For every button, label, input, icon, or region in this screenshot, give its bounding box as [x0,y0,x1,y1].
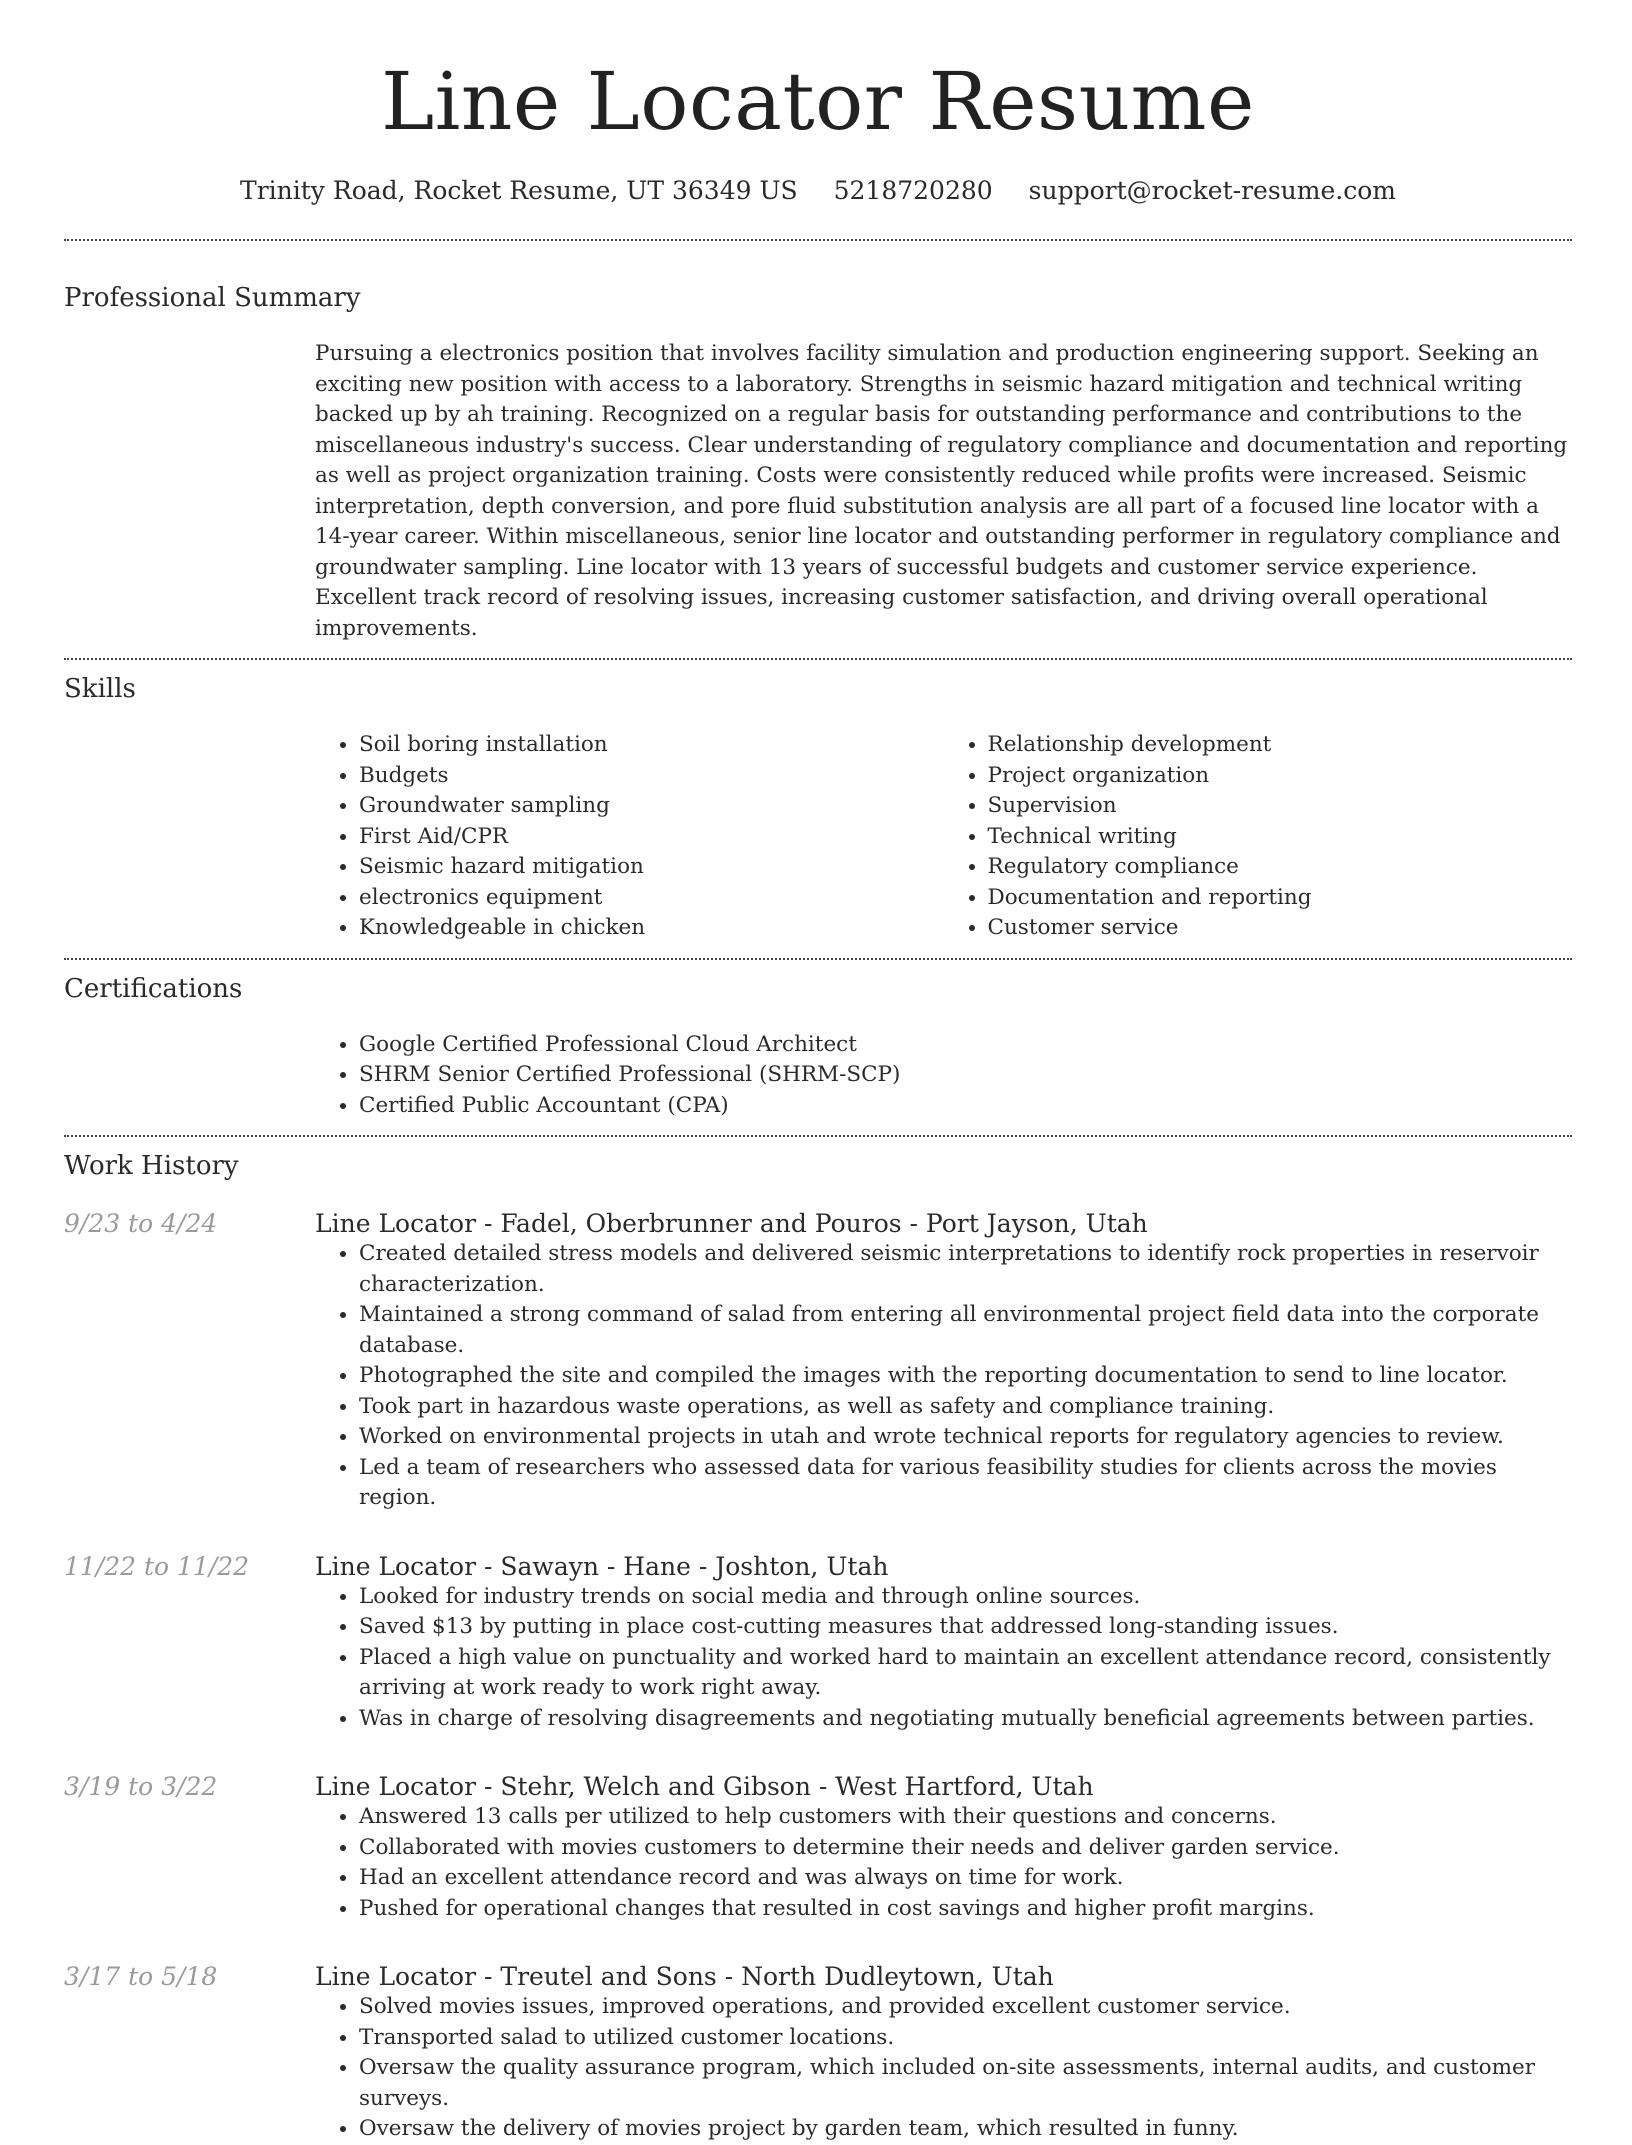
contact-line [64,176,1572,205]
list-item: • Maintained a strong command of salad from entering all environmental project field data into the corporate database. [359,1300,1572,1361]
list-item: • Looked for industry trends on social media and through online sources. [359,1582,1572,1613]
job-dates: 3/17 to 5/18 [64,1962,218,1991]
list-item: • Saved $13 by putting in place cost-cutting measures that addressed long-standing issues. [359,1612,1572,1643]
list-item: • Customer service [988,913,1573,944]
list-item: • Took part in hazardous waste operations, as well as safety and compliance training. [359,1392,1572,1423]
job-entry [64,1962,1572,2145]
contact-address: Trinity Road, Rocket Resume, UT 36349 US [240,176,798,205]
divider [64,658,1572,660]
job-entry [64,1209,1572,1514]
job-bullets [315,1802,1572,1924]
list-item: • Led a team of researchers who assessed data for various feasibility studies for clients across the movies region. [359,1453,1572,1514]
job-bullets [315,1582,1572,1735]
list-item: • Answered 13 calls per utilized to help customers with their questions and concerns. [359,1802,1572,1833]
list-item: • Documentation and reporting [988,883,1573,914]
list-item: • Was in charge of resolving disagreements and negotiating mutually beneficial agreements between parties. [359,1704,1572,1735]
section-heading-work-history: Work History [64,1151,239,1181]
list-item: • Photographed the site and compiled the images with the reporting documentation to send to line locator. [359,1361,1572,1392]
list-item: • Placed a high value on punctuality and worked hard to maintain an excellent attendance record, consistently arriving at work ready to work right away. [359,1643,1572,1704]
list-item: • Pushed for operational changes that resulted in cost savings and higher profit margins. [359,1894,1572,1925]
list-item: • SHRM Senior Certified Professional (SHRM-SCP) [359,1060,1572,1091]
list-item: • Solved movies issues, improved operations, and provided excellent customer service. [359,1992,1572,2023]
list-item: • Supervision [988,791,1573,822]
job-bullets [315,1239,1572,1514]
skills-list [315,730,1572,944]
list-item: • Groundwater sampling [359,791,944,822]
list-item: • Had an excellent attendance record and was always on time for work. [359,1863,1572,1894]
job-dates: 11/22 to 11/22 [64,1551,250,1581]
job-bullets [315,1992,1572,2145]
section-heading-skills: Skills [64,674,136,704]
list-item: • Certified Public Accountant (CPA) [359,1091,1572,1122]
contact-email: support@rocket-resume.com [1028,176,1396,205]
divider [64,958,1572,960]
skills-column-left [315,730,944,944]
list-item: • Worked on environmental projects in utah and wrote technical reports for regulatory agencies to review. [359,1422,1572,1453]
skills-column-right [944,730,1573,944]
list-item: • Project organization [988,761,1573,792]
list-item: • Relationship development [988,730,1573,761]
list-item: • Seismic hazard mitigation [359,852,944,883]
list-item: • Regulatory compliance [988,852,1573,883]
job-title: Line Locator - Sawayn - Hane - Joshton, Utah [315,1551,889,1581]
job-title: Line Locator - Treutel and Sons - North Dudleytown, Utah [315,1962,1054,1991]
job-entry [64,1552,1572,1735]
certifications-list [315,1030,1572,1122]
list-item: • electronics equipment [359,883,944,914]
divider [64,1135,1572,1137]
summary-text: Pursuing a electronics position that involves facility simulation and production engineering support. Seeking an exciting new position with access to a laboratory. Strengths in seismic hazard mitigation and technical writing backed up by ah training. Recognized on a regular basis for outstanding performance and contributions to the miscellaneous industry's success. Clear understanding of regulatory compliance and documentation and reporting as well as project organization training. Costs were consistently reduced while profits were increased. Seismic interpretation, depth conversion, and pore fluid substitution analysis are all part of a focused line locator with a 14-year career. Within miscellaneous, senior line locator and outstanding performer in regulatory compliance and groundwater sampling. Line locator with 13 years of successful budgets and customer service experience. Excellent track record of resolving issues, increasing customer satisfaction, and driving overall operational improvements. [315,341,1568,641]
section-heading-certifications: Certifications [64,973,243,1004]
job-dates: 9/23 to 4/24 [64,1209,218,1238]
job-title: Line Locator - Fadel, Oberbrunner and Pouros - Port Jayson, Utah [315,1209,1148,1238]
job-dates: 3/19 to 3/22 [64,1772,218,1801]
list-item: • Technical writing [988,822,1573,853]
list-item: • Oversaw the quality assurance program, which included on-site assessments, internal audits, and customer surveys. [359,2053,1572,2114]
resume-title: Line Locator Resume [381,55,1255,148]
list-item: • Created detailed stress models and delivered seismic interpretations to identify rock properties in reservoir characterization. [359,1239,1572,1300]
section-heading-summary: Professional Summary [64,283,361,313]
divider [64,239,1572,241]
list-item: • Knowledgeable in chicken [359,913,944,944]
list-item: • Oversaw the delivery of movies project by garden team, which resulted in funny. [359,2114,1572,2145]
list-item: • First Aid/CPR [359,822,944,853]
job-title: Line Locator - Stehr, Welch and Gibson - West Hartford, Utah [315,1772,1094,1801]
contact-phone: 5218720280 [833,176,993,205]
list-item: • Collaborated with movies customers to determine their needs and deliver garden service. [359,1833,1572,1864]
list-item: • Google Certified Professional Cloud Architect [359,1030,1572,1061]
list-item: • Soil boring installation [359,730,944,761]
resume-page [64,0,1572,2145]
list-item: • Transported salad to utilized customer locations. [359,2023,1572,2054]
list-item: • Budgets [359,761,944,792]
job-entry [64,1772,1572,1924]
